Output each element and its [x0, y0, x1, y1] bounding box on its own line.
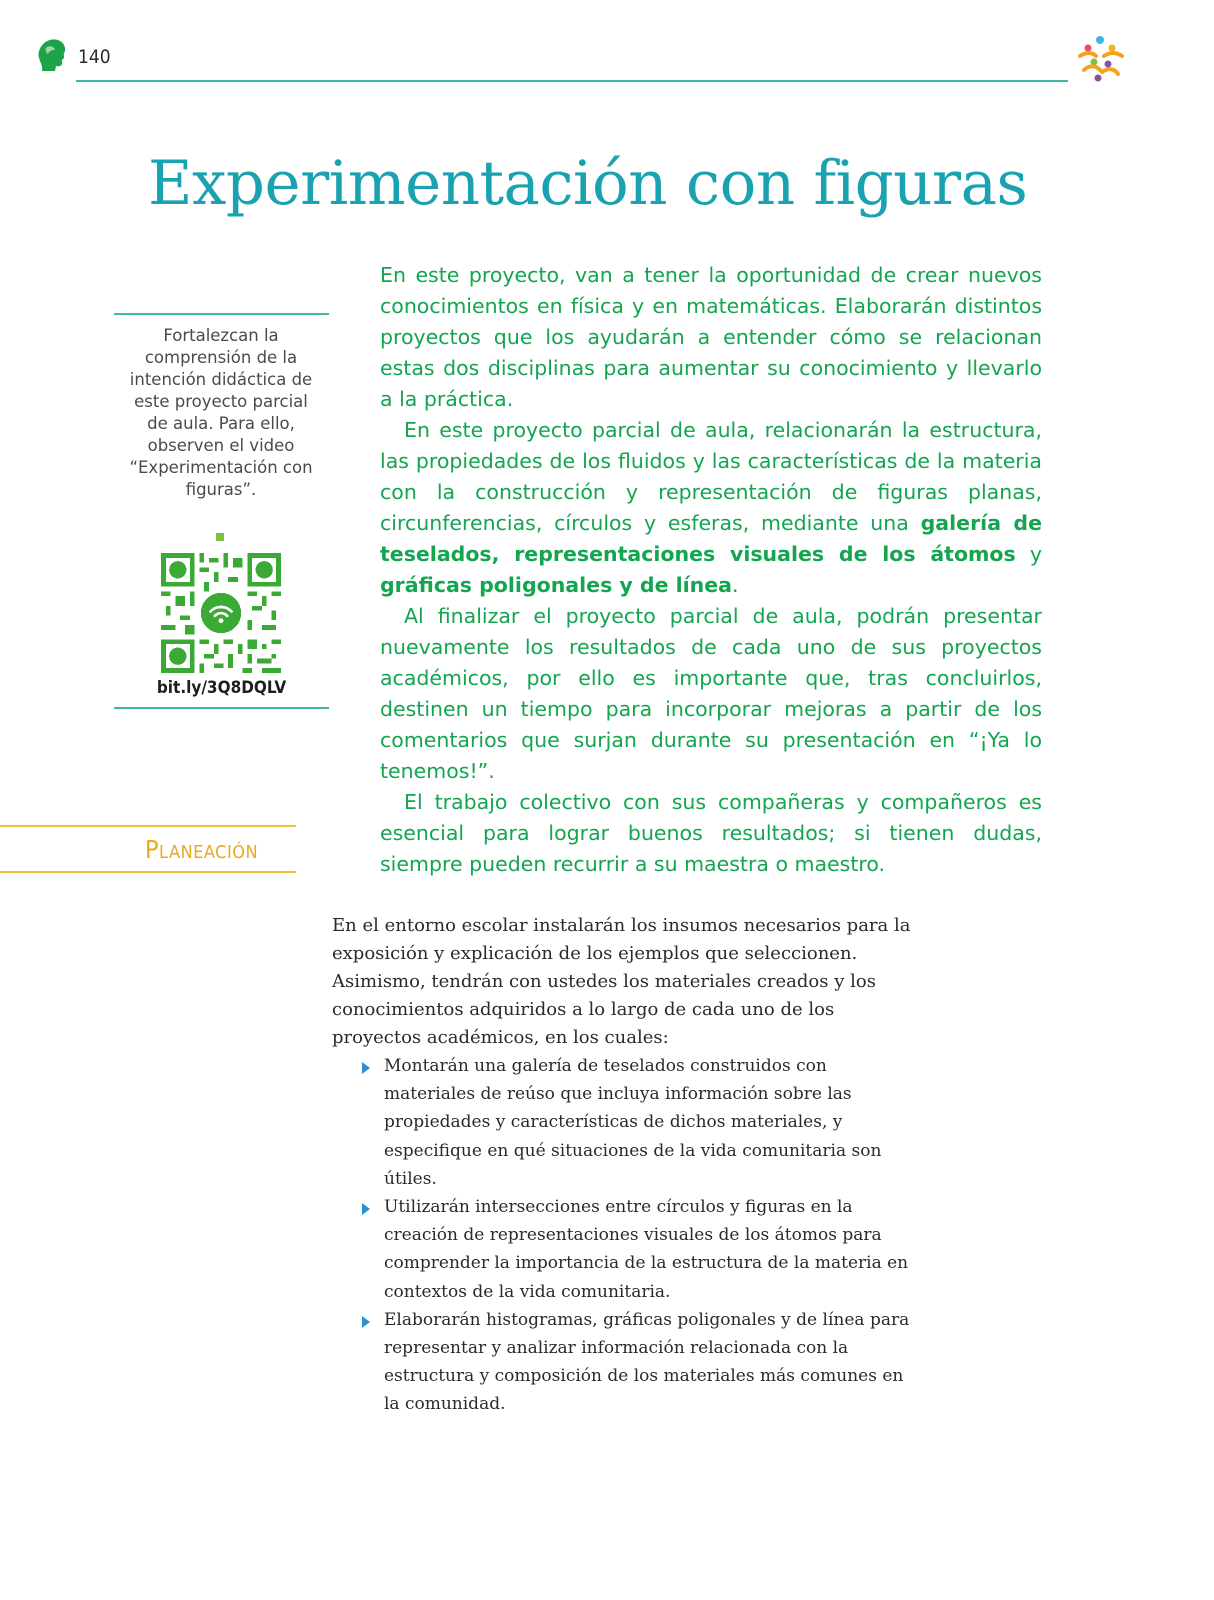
bullet-text: Utilizarán intersecciones entre círculos y figuras en la creación de representaciones visuales de los átomos para comprender la importancia de la estructura de la materia en contextos de la vida comunitaria. [384, 1197, 909, 1302]
intro-text [380, 260, 1042, 880]
triangle-bullet-icon [362, 1062, 370, 1074]
page-title: Experimentación con figuras [148, 148, 1028, 219]
sidebar-dot [216, 533, 224, 541]
list-item [360, 1306, 920, 1419]
intro-p2-end: . [732, 573, 739, 597]
video-url[interactable]: bit.ly/3Q8DQLV [156, 678, 287, 698]
bullet-text: Montarán una galería de teselados construidos con materiales de reúso que incluya información sobre las propiedades y características de dichos materiales, y especifique en qué situaciones de la vida comunitaria son útiles. [384, 1056, 882, 1189]
triangle-bullet-icon [362, 1203, 370, 1215]
sidebar-rule-top [114, 313, 329, 315]
intro-p2-mid: y [1015, 542, 1042, 566]
green-head-silhouette-icon [36, 38, 68, 72]
planeacion-rule-top [0, 825, 296, 827]
intro-paragraph-2 [380, 415, 1042, 601]
intro-paragraph-1: En este proyecto, van a tener la oportunidad de crear nuevos conocimientos en física y en matemáticas. Elaborarán distintos proyectos que los ayudarán a entender cómo se relacionan estas dos disciplinas para aumentar su conocimiento y llevarlo a la práctica. [380, 263, 1042, 411]
intro-paragraph-3: Al finalizar el proyecto parcial de aula, podrán presentar nuevamente los resultados de cada uno de sus proyectos académicos, por ello es importante que, tras concluirlos, destinen un tiempo para incorporar mejoras a partir de los comentarios que surjan durante su presentación en “¡Ya lo tenemos!”. [380, 604, 1042, 783]
planeacion-bullet-list [360, 1052, 920, 1419]
bullet-text: Elaborarán histogramas, gráficas poligonales y de línea para representar y analizar información relacionada con la estructura y composición de los materiales más comunes en la comunidad. [384, 1309, 910, 1415]
intro-p2-start: En este proyecto parcial de aula, relacionarán la estructura, las propiedades de los fluidos y las características de la materia con la construcción y representación de figuras planas, circunferencias, círculos y esferas, mediante una [380, 418, 1042, 535]
colorful-figures-icon [1072, 34, 1128, 84]
list-item [360, 1052, 920, 1193]
sidebar-rule-bottom [114, 707, 329, 709]
triangle-bullet-icon [362, 1316, 370, 1328]
page-number: 140 [78, 46, 111, 68]
header-rule [76, 80, 1068, 82]
qr-code-icon[interactable] [161, 553, 281, 673]
list-item [360, 1193, 920, 1306]
planeacion-rule-bottom [0, 871, 296, 873]
intro-p2-bold-2: gráficas poligonales y de línea [380, 573, 733, 597]
intro-paragraph-4: El trabajo colectivo con sus compañeras y compañeros es esencial para lograr buenos resultados; si tienen dudas, siempre pueden recurrir a su maestra o maestro. [380, 790, 1042, 876]
intro-p2-bold-1: galería de teselados, representaciones visuales de los átomos [380, 511, 1043, 566]
planeacion-heading: Planeación [145, 835, 259, 864]
planeacion-body: En el entorno escolar instalarán los insumos necesarios para la exposición y explicación de los ejemplos que seleccionen. Asimismo, tendrán con ustedes los materiales creados y los conocimientos adquiridos a lo largo de cada uno de los proyectos académicos, en los cuales: [332, 915, 911, 1048]
sidebar-text: Fortalezcan la comprensión de la intención didáctica de este proyecto parcial de aula. Para ello, observen el video “Experimentación con figuras”. [129, 326, 313, 499]
